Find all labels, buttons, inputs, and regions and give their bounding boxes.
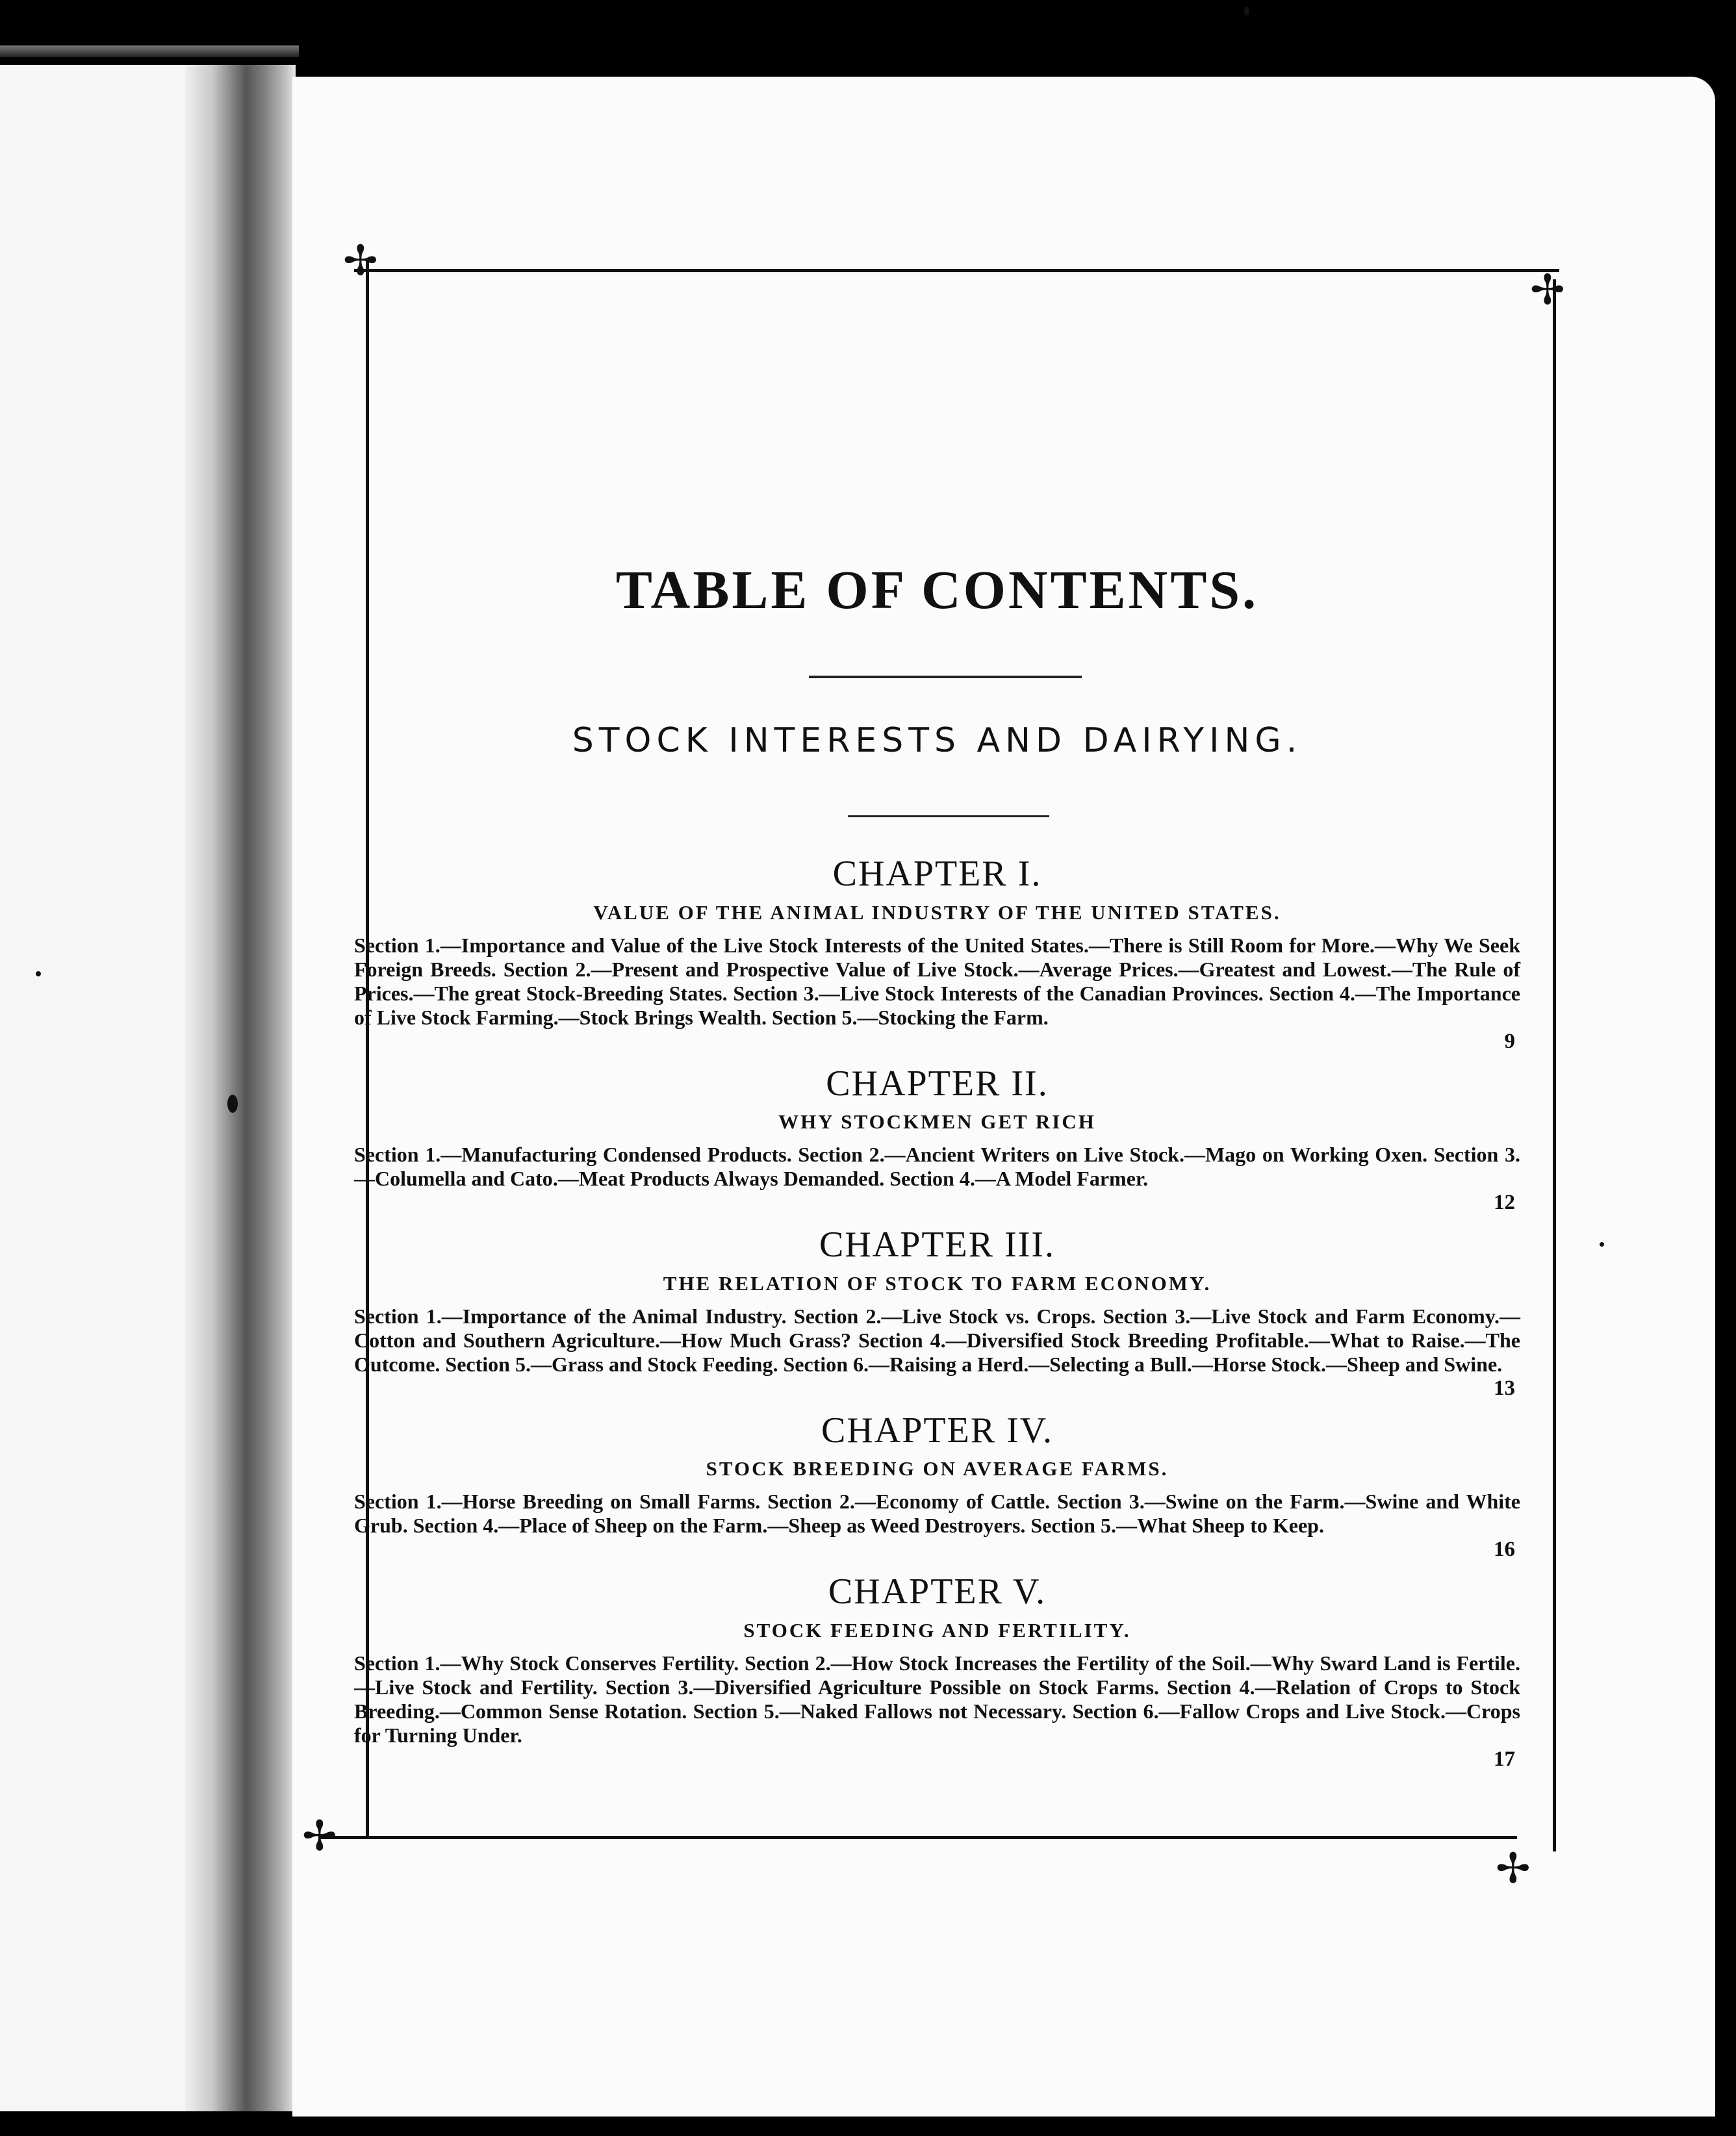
chapter-entry [354, 1572, 1520, 1772]
scan-speck [1244, 6, 1249, 16]
chapter-sections: Section 1.—Importance and Value of the Live Stock Interests of the United States.—There is Still Room for More.—Why We Seek Foreign Breeds. Section 2.—Present and Prospective Value of Live Stock.—Average Prices.—Greatest and Lowest.—The Rule of Prices.—The great Stock-Breeding States. Section 3.—Live Stock Interests of the Canadian Provinces. Section 4.—The Importance of Live Stock Farming.—Stock Brings Wealth. Section 5.—Stocking the Farm. [354, 933, 1520, 1029]
chapter-heading: CHAPTER V. [828, 1571, 1047, 1612]
corner-ornament-icon: ✢ [1530, 266, 1565, 314]
chapter-title: WHY STOCKMEN GET RICH [778, 1110, 1096, 1134]
chapter-heading: CHAPTER III. [819, 1225, 1056, 1265]
chapter-title: STOCK BREEDING ON AVERAGE FARMS. [706, 1457, 1169, 1481]
corner-ornament-icon: ✢ [1496, 1845, 1531, 1893]
scan-speck [36, 971, 41, 976]
corner-ornament-icon: ✢ [343, 237, 378, 285]
subject-heading: STOCK INTERESTS AND DAIRYING. [572, 721, 1303, 760]
chapter-heading: CHAPTER II. [826, 1063, 1049, 1104]
title-divider [809, 676, 1082, 678]
chapter-entry [354, 1064, 1520, 1215]
subject-divider [848, 815, 1049, 817]
frame-right-rule [1553, 279, 1556, 1851]
chapter-page-number: 12 [1494, 1191, 1515, 1215]
chapter-sections: Section 1.—Importance of the Animal Industry. Section 2.—Live Stock vs. Crops. Section 3.—Live Stock and Farm Economy.—Cotton and Southern Agriculture.—How Much Grass? Section 4.—Diversified Stock Breeding Profitable.—What to Raise.—The Outcome. Section 5.—Grass and Stock Feeding. Section 6.—Raising a Herd.—Selecting a Bull.—Horse Stock.—Sheep and Swine. [354, 1304, 1520, 1376]
chapter-heading: CHAPTER IV. [821, 1410, 1053, 1451]
chapter-page-number: 9 [1504, 1029, 1515, 1053]
chapter-title: VALUE OF THE ANIMAL INDUSTRY OF THE UNITED STATES. [593, 900, 1281, 924]
chapter-page-number: 16 [1494, 1538, 1515, 1562]
scan-edge-strip [0, 45, 299, 57]
scan-speck [1600, 1242, 1604, 1247]
chapter-entry [354, 1225, 1520, 1401]
corner-ornament-icon: ✢ [302, 1812, 337, 1861]
book-binding [185, 65, 296, 2111]
chapter-list [354, 854, 1520, 1782]
chapter-entry [354, 1411, 1520, 1562]
chapter-sections: Section 1.—Manufacturing Condensed Products. Section 2.—Ancient Writers on Live Stock.—Mago on Working Oxen. Section 3.—Columella and Cato.—Meat Products Always Demanded. Section 4.—A Model Farmer. [354, 1143, 1520, 1191]
chapter-entry [354, 854, 1520, 1054]
chapter-title: STOCK FEEDING AND FERTILITY. [743, 1618, 1131, 1642]
toc-content [354, 559, 1520, 1771]
frame-top-rule [354, 269, 1559, 272]
chapter-title: THE RELATION OF STOCK TO FARM ECONOMY. [663, 1271, 1212, 1295]
chapter-page-number: 13 [1494, 1376, 1515, 1400]
chapter-sections: Section 1.—Why Stock Conserves Fertility. Section 2.—How Stock Increases the Fertility of the Soil.—Why Sward Land is Fertile.—Live Stock and Fertility. Section 3.—Diversified Agriculture Possible on Stock Farms. Section 4.—Relation of Crops to Stock Breeding.—Common Sense Rotation. Section 5.—Naked Fallows not Necessary. Section 6.—Fallow Crops and Live Stock.—Crops for Turning Under. [354, 1651, 1520, 1747]
scan-speck [227, 1095, 238, 1113]
frame-bottom-rule [318, 1836, 1517, 1839]
chapter-sections: Section 1.—Horse Breeding on Small Farms. Section 2.—Economy of Cattle. Section 3.—Swine on the Farm.—Swine and White Grub. Section 4.—Place of Sheep on the Farm.—Sheep as Weed Destroyers. Section 5.—What Sheep to Keep. [354, 1490, 1520, 1538]
chapter-heading: CHAPTER I. [832, 854, 1042, 894]
chapter-page-number: 17 [1494, 1747, 1515, 1771]
page-title: TABLE OF CONTENTS. [615, 560, 1259, 620]
